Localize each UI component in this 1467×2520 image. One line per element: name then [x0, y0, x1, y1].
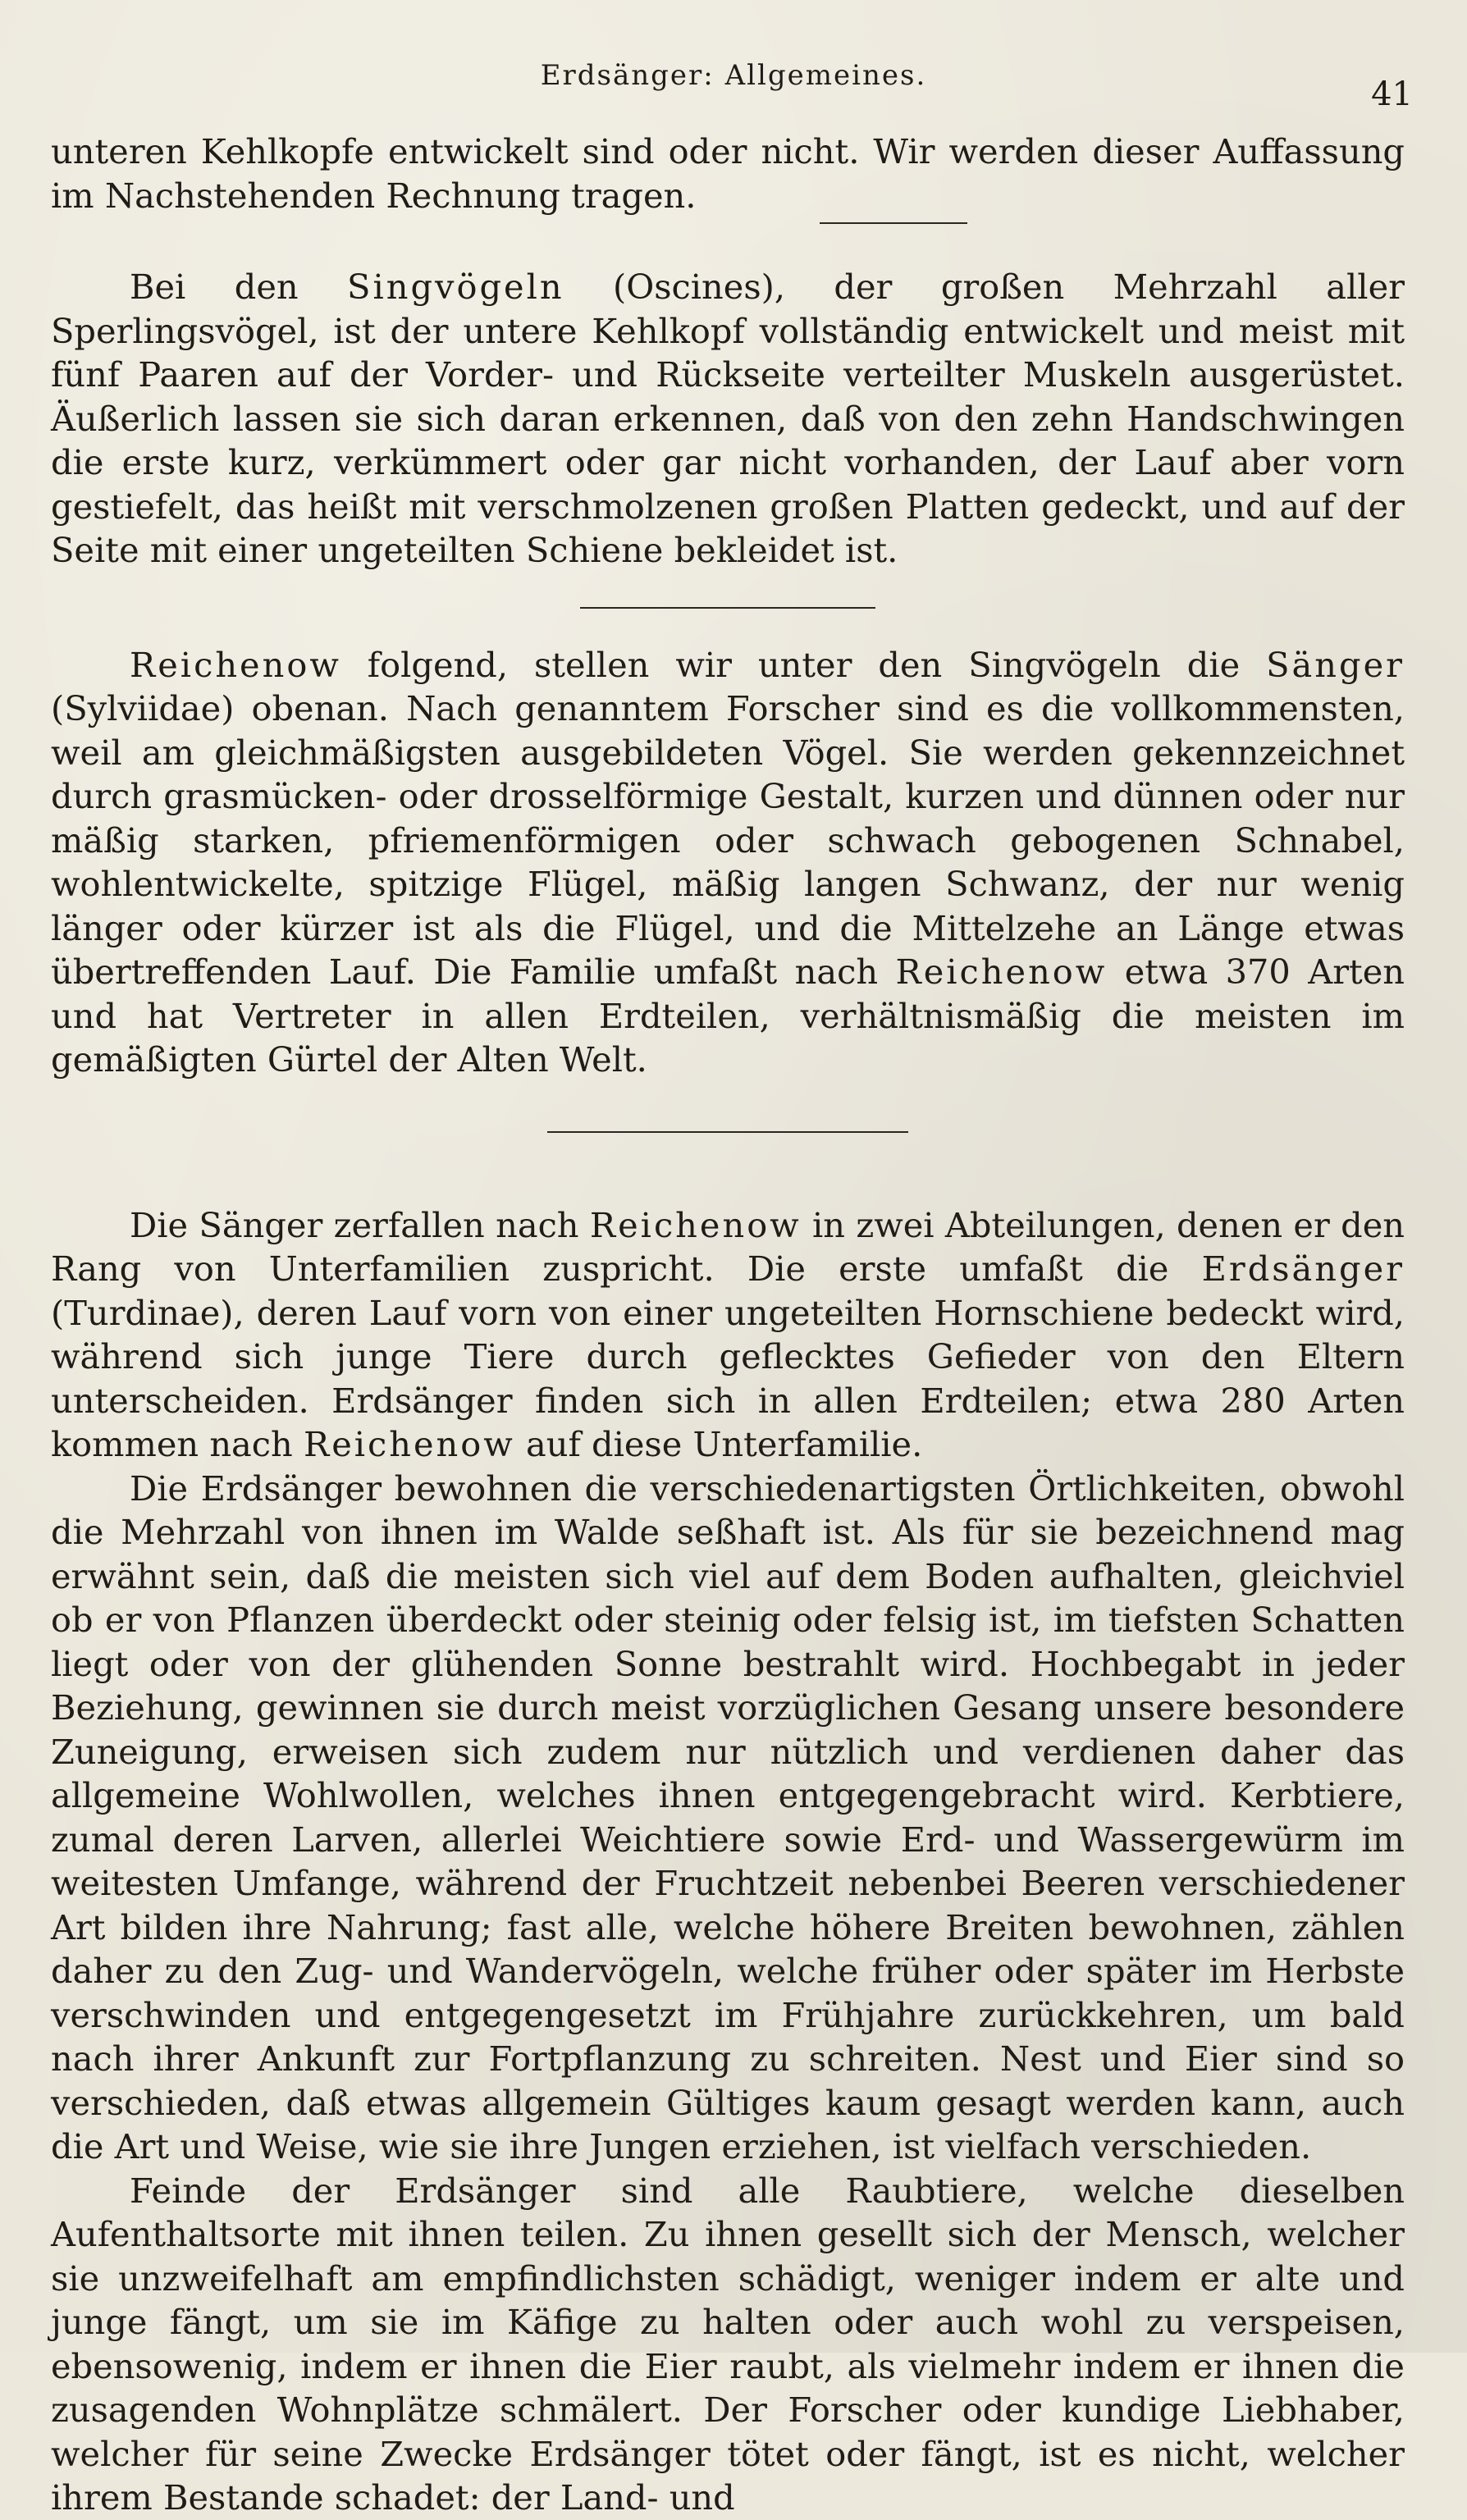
paragraph-singvoegel [51, 265, 1405, 573]
text-run: etwa 370 Arten und hat Vertreter in allen Erdteilen, verhältnismäßig die meisten im gemäßigten Gürtel der Alten Welt. [51, 952, 1405, 1080]
running-head: Erdsänger: Allgemeines. [540, 59, 927, 92]
paragraph-unterfamilien [51, 1203, 1405, 1467]
emphasis-erdsaenger: Erdsänger [1201, 1249, 1405, 1289]
text-run: in zwei Abteilungen, denen er den Rang von Unterfamilien zuspricht. Die erste umfaßt die [51, 1204, 1405, 1289]
section-divider [820, 222, 967, 224]
text-run: folgend, stellen wir unter den Singvögeln die [340, 644, 1267, 685]
name-reichenow: Reichenow [130, 644, 341, 685]
name-reichenow: Reichenow [303, 1424, 515, 1464]
page-number: 41 [1371, 75, 1413, 113]
section-divider [580, 607, 875, 609]
paragraph-saenger [51, 643, 1405, 1082]
text-run: (Sylviidae) obenan. Nach genanntem Forscher sind es die vollkommensten, weil am gleichmäßigsten ausgebildeten Vögel. Sie werden gekennzeichnet durch grasmücken- oder drosselförmige Gestalt, kurzen und dünnen oder nur mäßig starken, pfriemenförmigen oder schwach gebogenen Schnabel, wohlentwickelte, spitzige Flügel, mäßig langen Schwanz, der nur wenig länger oder kürzer ist als die Flügel, und die Mittelzehe an Länge etwas übertreffenden Lauf. Die Familie umfaßt nach [51, 688, 1405, 992]
paragraph-feinde: Feinde der Erdsänger sind alle Raubtiere, welche dieselben Aufenthaltsorte mit ihnen teilen. Zu ihnen gesellt sich der Mensch, welcher sie unzweifelhaft am empfindlichsten schädigt, weniger indem er alte und junge fängt, um sie im Käfige zu halten oder auch wohl zu verspeisen, ebensowenig, indem er ihnen die Eier raubt, als vielmehr indem er ihnen die zusagenden Wohnplätze schmälert. Der Forscher oder kundige Liebhaber, welcher für seine Zwecke Erdsänger tötet oder fängt, ist es nicht, welcher ihrem Bestande schadet: der Land- und [51, 2170, 1405, 2518]
text-run: Die Sänger zerfallen nach [130, 1204, 590, 1245]
section-divider [547, 1131, 908, 1133]
name-reichenow: Reichenow [589, 1204, 802, 1245]
name-reichenow: Reichenow [895, 952, 1108, 992]
paragraph-lebensweise: Die Erdsänger bewohnen die verschiedenartigsten Örtlichkeiten, obwohl die Mehrzahl von ihnen im Walde seßhaft ist. Als für sie bezeichnend mag erwähnt sein, daß die meisten sich viel auf dem Boden aufhalten, gleichviel ob er von Pflanzen überdeckt oder steinig oder felsig ist, im tiefsten Schatten liegt oder von der glühenden Sonne bestrahlt wird. Hochbegabt in jeder Beziehung, gewinnen sie durch meist vorzüglichen Gesang unsere besondere Zuneigung, erweisen sich zudem nur nützlich und verdienen daher das allgemeine Wohlwollen, welches ihnen entgegengebracht wird. Kerbtiere, zumal deren Larven, allerlei Weichtiere sowie Erd- und Wassergewürm im weitesten Umfange, während der Fruchtzeit nebenbei Beeren verschiedener Art bilden ihre Nahrung; fast alle, welche höhere Breiten bewohnen, zählen daher zu den Zug- und Wandervögeln, welche früher oder später im Herbste verschwinden und entgegengesetzt im Frühjahre zurückkehren, um bald nach ihrer Ankunft zur Fortpflanzung zu schreiten. Nest und Eier sind so verschieden, daß etwas allgemein Gültiges kaum gesagt werden kann, auch die Art und Weise, wie sie ihre Jungen erziehen, ist vielfach verschieden. [51, 1468, 1405, 2166]
body-text [51, 130, 1405, 2520]
paragraph-continuation: unteren Kehlkopfe entwickelt sind oder nicht. Wir werden dieser Auffassung im Nachstehenden Rechnung tragen. [51, 131, 1405, 216]
emphasis-saenger: Sänger [1266, 644, 1405, 685]
text-run: (Turdinae), deren Lauf vorn von einer ungeteilten Hornschiene bedeckt wird, während sich junge Tiere durch geflecktes Gefieder von den Eltern unterscheiden. Erdsänger finden sich in allen Erdteilen; etwa 280 Arten kommen nach [51, 1292, 1405, 1464]
text-run: (Oscines), der großen Mehrzahl aller Sperlingsvögel, ist der untere Kehlkopf vollständig entwickelt und meist mit fünf Paaren auf der Vorder- und Rückseite verteilter Muskeln ausgerüstet. Äußerlich lassen sie sich daran erkennen, daß von den zehn Handschwingen die erste kurz, verkümmert oder gar nicht vorhanden, der Lauf aber vorn gestiefelt, das heißt mit verschmolzenen großen Platten gedeckt, und auf der Seite mit einer ungeteilten Schiene bekleidet ist. [51, 267, 1405, 570]
emphasis-singvoegel: Singvögeln [347, 267, 564, 307]
text-run: auf diese Unterfamilie. [514, 1424, 923, 1464]
text-run: Bei den [130, 267, 348, 307]
